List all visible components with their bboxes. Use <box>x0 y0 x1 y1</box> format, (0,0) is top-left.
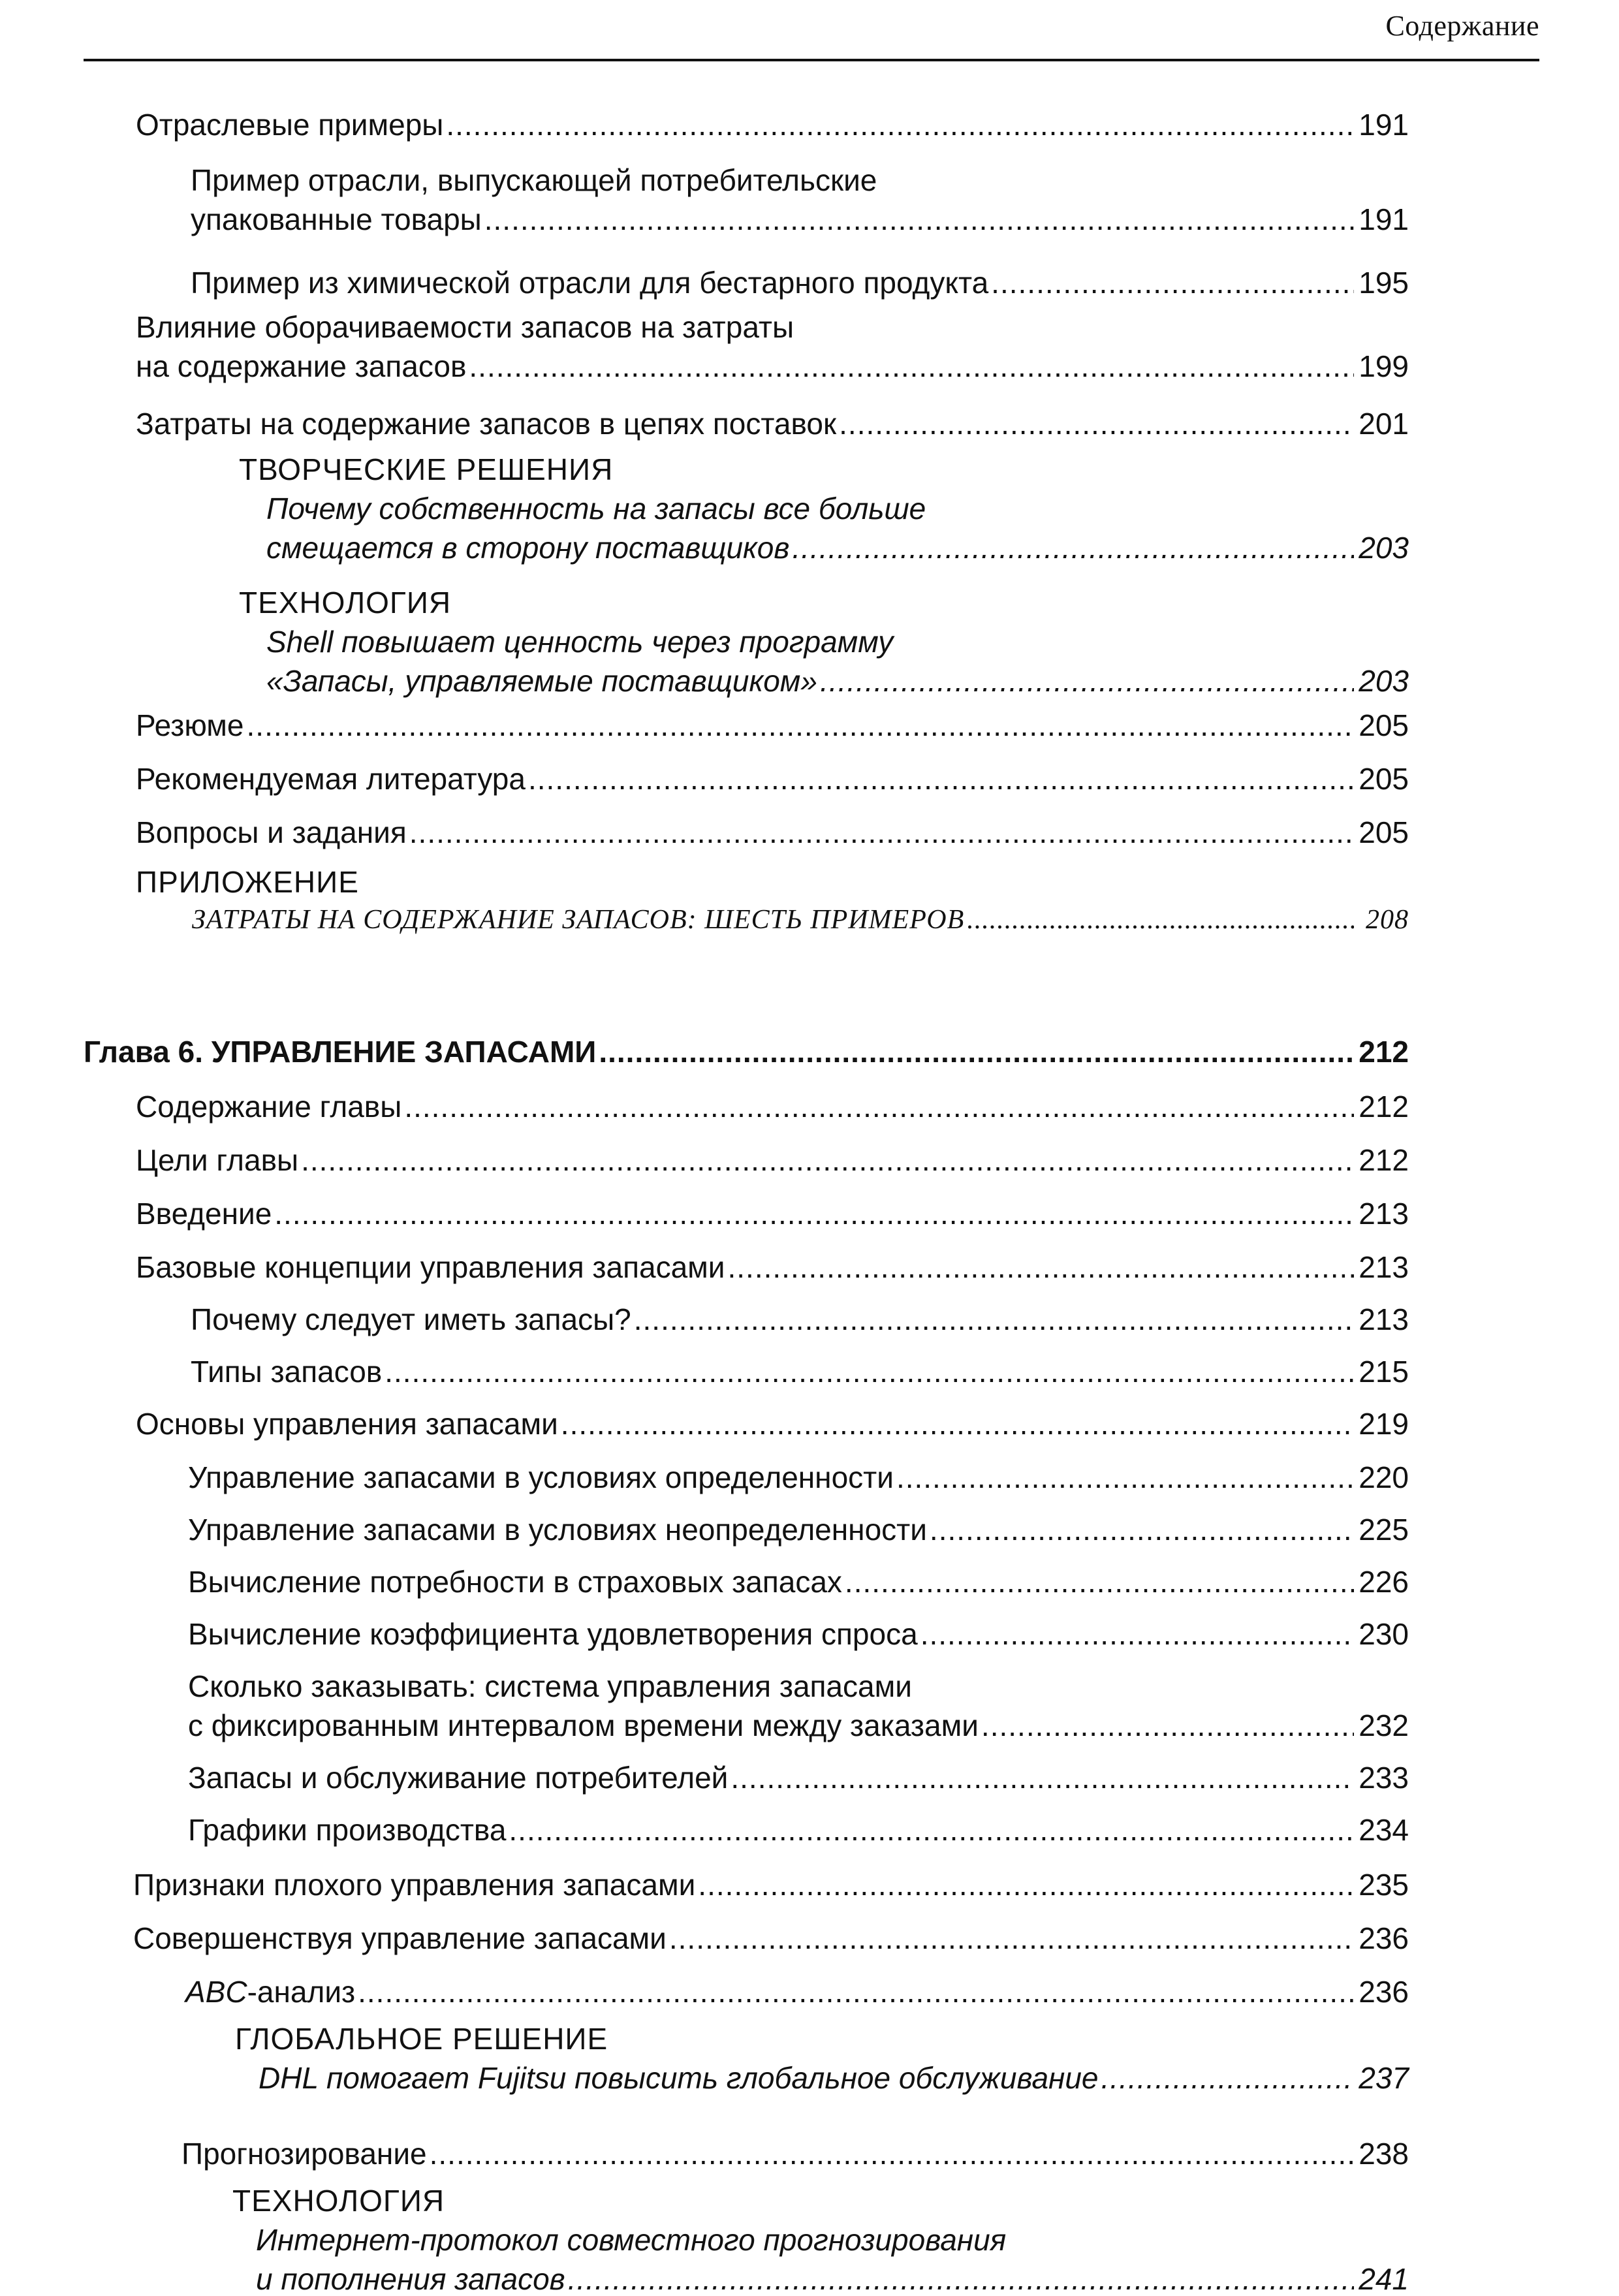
chapter-heading: Глава 6. УПРАВЛЕНИЕ ЗАПАСАМИ ..... 212 <box>84 1037 1409 1067</box>
toc-entry: Резюме ..... 205 <box>136 710 1409 740</box>
toc-entry: Содержание главы ..... 212 <box>136 1092 1409 1122</box>
toc-entry: Основы управления запасами ..... 219 <box>136 1409 1409 1439</box>
toc-entry: Совершенствуя управление запасами ..... 236 <box>133 1923 1409 1953</box>
toc-entry: Запасы и обслуживание потребителей ..... 233 <box>188 1763 1409 1793</box>
toc-entry: Признаки плохого управления запасами ..... 235 <box>133 1870 1409 1900</box>
toc-box-entry: ГЛОБАЛЬНОЕ РЕШЕНИЕ DHL помогает Fujitsu повысить глобальное обслуживание ..... 237 <box>235 2024 1409 2093</box>
box-heading: ТЕХНОЛОГИЯ <box>232 2184 445 2218</box>
toc-entry: Управление запасами в условиях неопределенности ..... 225 <box>188 1515 1409 1545</box>
toc-entry: Сколько заказывать: система управления запасами с фиксированным интервалом времени между заказами ..... 232 <box>188 1671 1409 1740</box>
toc-entry: Прогнозирование ..... 238 <box>181 2139 1409 2169</box>
toc-entry: Пример из химической отрасли для бестарного продукта ..... 195 <box>191 268 1409 298</box>
toc-appendix-entry: ПРИЛОЖЕНИЕ ЗАТРАТЫ НА СОДЕРЖАНИЕ ЗАПАСОВ: ШЕСТЬ ПРИМЕРОВ ..... 208 <box>136 867 1409 934</box>
toc-entry: Цели главы ..... 212 <box>136 1145 1409 1175</box>
toc-entry: Затраты на содержание запасов в цепях поставок ..... 201 <box>136 409 1409 439</box>
toc-box-entry: ТЕХНОЛОГИЯ Shell повышает ценность через программу «Запасы, управляемые поставщиком» ..... 203 <box>239 588 1409 696</box>
toc-entry: Вычисление потребности в страховых запасах ..... 226 <box>188 1567 1409 1597</box>
toc-box-entry: ТЕХНОЛОГИЯ Интернет-протокол совместного прогнозирования и пополнения запасов ..... 241 <box>232 2186 1409 2294</box>
toc-entry: Типы запасов ..... 215 <box>191 1357 1409 1387</box>
toc-entry: Вопросы и задания ..... 205 <box>136 817 1409 847</box>
toc-entry: Отраслевые примеры ..... 191 <box>136 110 1409 140</box>
box-heading: ГЛОБАЛЬНОЕ РЕШЕНИЕ <box>235 2022 608 2056</box>
toc-entry: ABC-анализ ..... 236 <box>185 1977 1409 2007</box>
appendix-heading: ПРИЛОЖЕНИЕ <box>136 865 359 899</box>
toc-entry: Введение ..... 213 <box>136 1199 1409 1229</box>
toc-entry: Почему следует иметь запасы? ..... 213 <box>191 1304 1409 1334</box>
toc-entry: Базовые концепции управления запасами ..... 213 <box>136 1252 1409 1282</box>
toc-entry: Управление запасами в условиях определенности ..... 220 <box>188 1462 1409 1492</box>
running-head: Содержание <box>1385 10 1539 42</box>
box-heading: ТЕХНОЛОГИЯ <box>239 586 452 620</box>
toc-entry: Пример отрасли, выпускающей потребительские упакованные товары ..... 191 <box>191 165 1409 234</box>
toc-entry: Графики производства ..... 234 <box>188 1815 1409 1845</box>
toc-entry: Рекомендуемая литература ..... 205 <box>136 764 1409 794</box>
toc-entry: Вычисление коэффициента удовлетворения спроса ..... 230 <box>188 1619 1409 1649</box>
toc-box-entry: ТВОРЧЕСКИЕ РЕШЕНИЯ Почему собственность на запасы все больше смещается в сторону поставщиков ..... 203 <box>239 454 1409 563</box>
box-heading: ТВОРЧЕСКИЕ РЕШЕНИЯ <box>239 452 614 486</box>
toc-entry: Влияние оборачиваемости запасов на затраты на содержание запасов ..... 199 <box>136 312 1409 381</box>
header-rule <box>84 59 1539 61</box>
